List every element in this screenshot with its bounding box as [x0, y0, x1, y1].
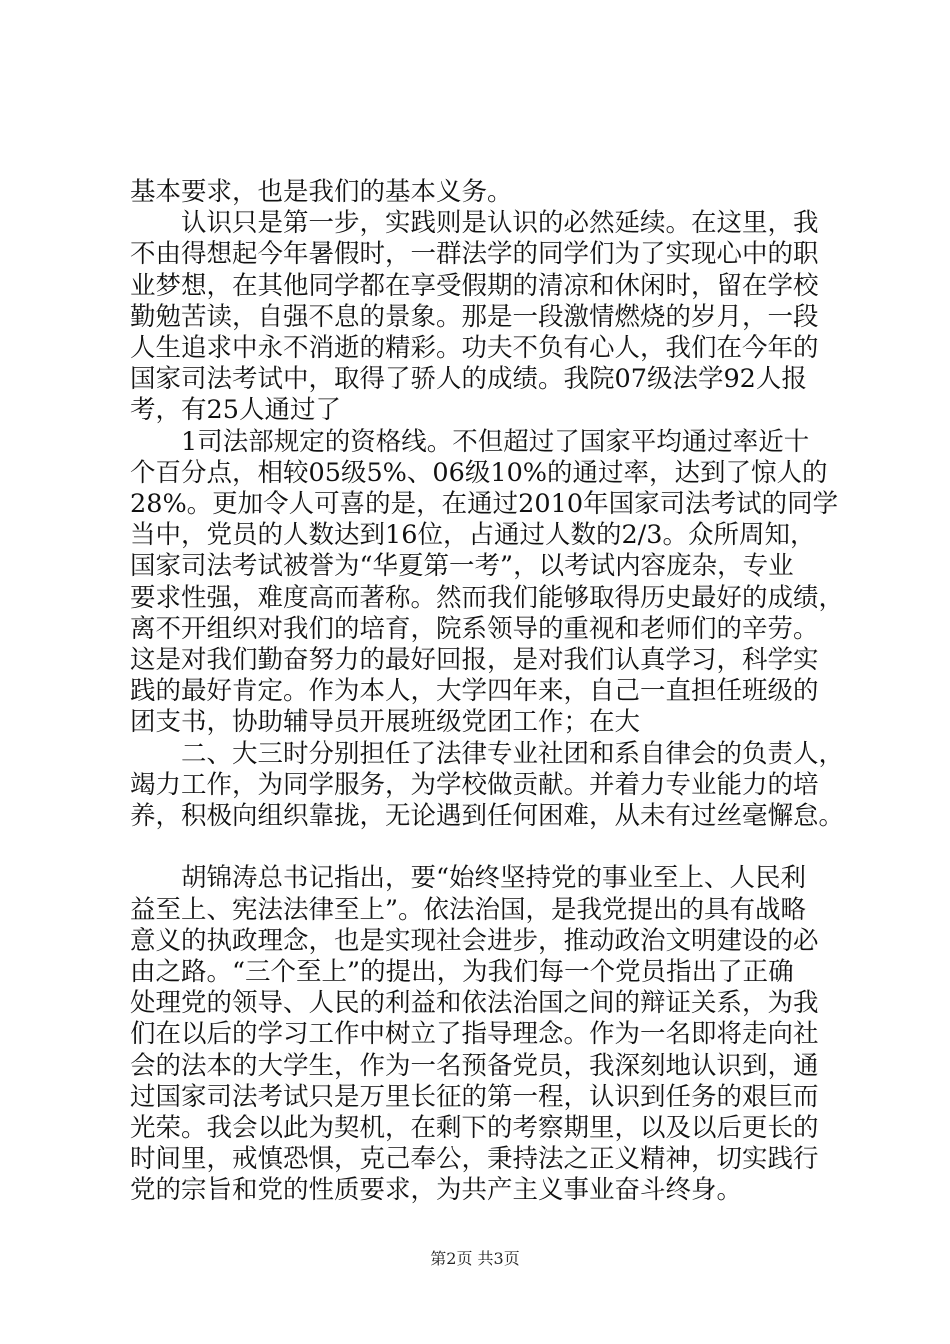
text-line: 时间里，戒慎恐惧，克己奉公，秉持法之正义精神，切实践行 — [130, 1144, 819, 1175]
text-line: 1司法部规定的资格线。不但超过了国家平均通过率近十 — [181, 426, 810, 457]
document-body — [130, 177, 845, 1207]
text-line: 国家司法考试中，取得了骄人的成绩。我院07级法学92人报 — [130, 364, 807, 395]
text-line: 过国家司法考试只是万里长征的第一程，认识到任务的艰巨而 — [130, 1081, 819, 1112]
text-line: 党的宗旨和党的性质要求，为共产主义事业奋斗终身。 — [130, 1175, 743, 1206]
text-line: 离不开组织对我们的培育，院系领导的重视和老师们的辛劳。 — [130, 613, 819, 644]
text-line: 处理党的领导、人民的利益和依法治国之间的辩证关系，为我 — [130, 988, 819, 1019]
text-line: 勤勉苦读，自强不息的景象。那是一段激情燃烧的岁月，一段 — [130, 301, 819, 332]
text-line: 们在以后的学习工作中树立了指导理念。作为一名即将走向社 — [130, 1019, 819, 1050]
text-line: 践的最好肯定。作为本人，大学四年来，自己一直担任班级的 — [130, 676, 819, 707]
text-line: 个百分点，相较05级5%、06级10%的通过率，达到了惊人的 — [130, 457, 828, 488]
text-line: 益至上、宪法法律至上”。依法治国，是我党提出的具有战略 — [130, 894, 807, 925]
text-line: 光荣。我会以此为契机，在剩下的考察期里，以及以后更长的 — [130, 1113, 819, 1144]
text-line: 认识只是第一步，实践则是认识的必然延续。在这里，我 — [181, 208, 819, 239]
text-line: 团支书，协助辅导员开展班级党团工作；在大 — [130, 707, 641, 738]
text-line: 当中，党员的人数达到16位，占通过人数的2/3。众所周知， — [130, 520, 816, 551]
text-line: 不由得想起今年暑假时，一群法学的同学们为了实现心中的职 — [130, 239, 819, 270]
text-line: 由之路。“三个至上”的提出，为我们每一个党员指出了正确 — [130, 957, 794, 988]
text-line: 竭力工作，为同学服务，为学校做贡献。并着力专业能力的培 — [130, 769, 819, 800]
text-line: 基本要求，也是我们的基本义务。 — [130, 177, 513, 207]
text-line: 考，有25人通过了 — [130, 395, 341, 426]
text-line: 要求性强，难度高而著称。然而我们能够取得历史最好的成绩， — [130, 582, 845, 613]
text-line: 会的法本的大学生，作为一名预备党员，我深刻地认识到，通 — [130, 1050, 819, 1081]
text-line: 胡锦涛总书记指出，要“始终坚持党的事业至上、人民利 — [181, 863, 807, 894]
text-line: 人生追求中永不消逝的精彩。功夫不负有心人，我们在今年的 — [130, 333, 819, 364]
text-line: 二、大三时分别担任了法律专业社团和系自律会的负责人， — [181, 738, 845, 769]
text-line: 意义的执政理念，也是实现社会进步，推动政治文明建设的必 — [130, 925, 819, 956]
text-line: 国家司法考试被誉为“华夏第一考”，以考试内容庞杂，专业 — [130, 551, 794, 582]
paragraph-gap — [130, 832, 840, 863]
text-line: 这是对我们勤奋努力的最好回报，是对我们认真学习，科学实 — [130, 645, 819, 676]
page-number-footer: 第2页 共3页 — [430, 1249, 520, 1268]
text-line: 养，积极向组织靠拢，无论遇到任何困难，从未有过丝毫懈怠。 — [130, 801, 845, 832]
text-line: 28%。更加令人可喜的是，在通过2010年国家司法考试的同学 — [130, 489, 839, 520]
text-line: 业梦想，在其他同学都在享受假期的清凉和休闲时，留在学校 — [130, 270, 819, 301]
